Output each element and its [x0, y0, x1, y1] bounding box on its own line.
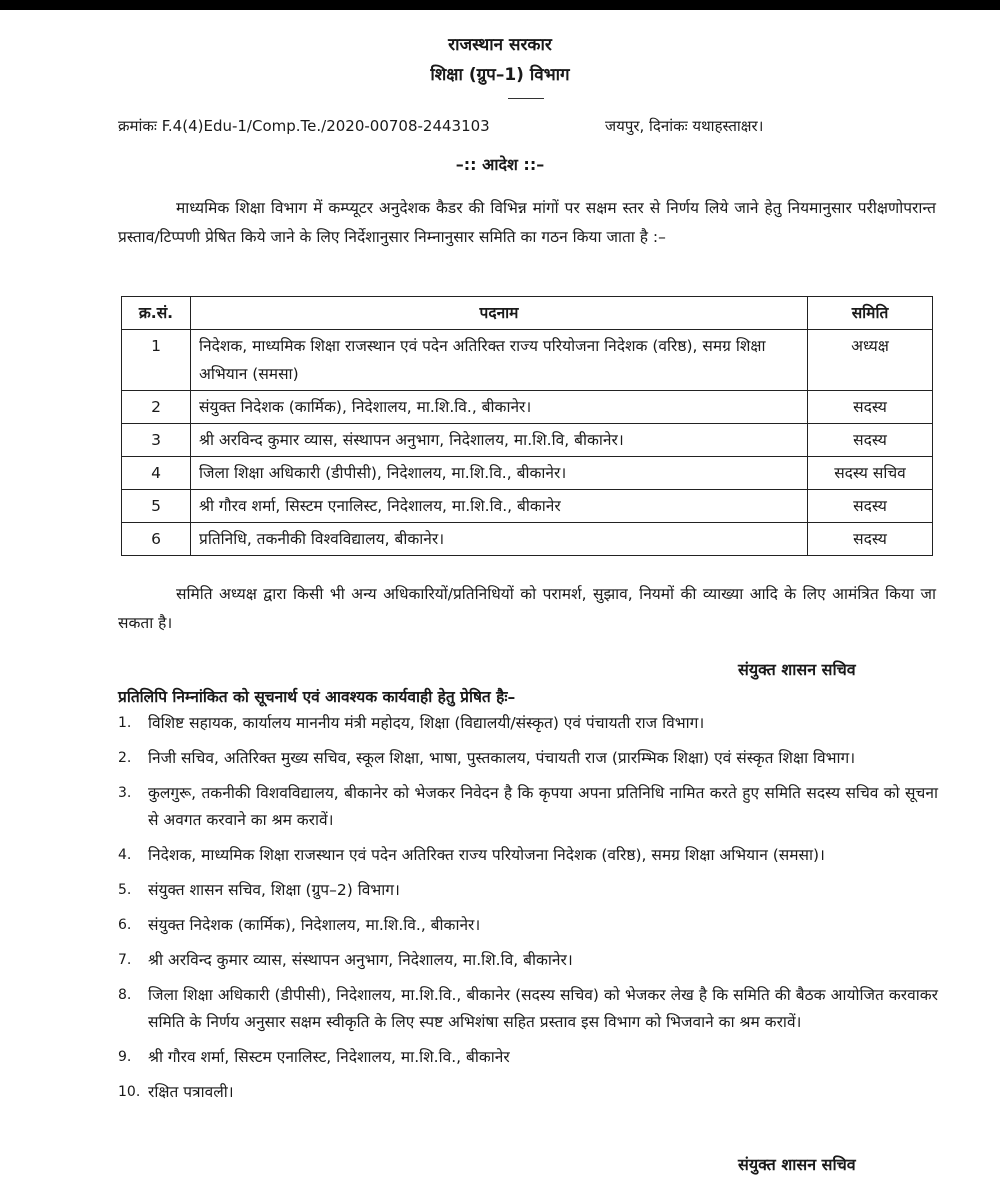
list-item [118, 982, 938, 1036]
table-header-row [122, 297, 933, 330]
signatory-title: संयुक्त शासन सचिव [738, 660, 856, 679]
list-item [118, 710, 938, 737]
list-number: 2. [118, 750, 132, 766]
row-serial: 4 [122, 457, 191, 490]
header-government: राजस्थान सरकार [448, 35, 552, 55]
list-text: निजी सचिव, अतिरिक्त मुख्य सचिव, स्कूल शिक्षा, भाषा, पुस्तकालय, पंचायती राज (प्रारम्भिक शिक्षा) एवं संस्कृत शिक्षा विभाग। [148, 749, 856, 767]
row-serial: 1 [122, 330, 191, 391]
list-text: संयुक्त निदेशक (कार्मिक), निदेशालय, मा.शि.वि., बीकानेर। [148, 916, 481, 934]
committee-table [121, 296, 933, 556]
header-department: शिक्षा (ग्रुप–1) विभाग [430, 65, 570, 85]
top-black-bar [0, 0, 1000, 10]
list-text: निदेशक, माध्यमिक शिक्षा राजस्थान एवं पदेन अतिरिक्त राज्य परियोजना निदेशक (वरिष्ठ), समग्र शिक्षा अभियान (समसा)। [148, 846, 825, 864]
list-text: रक्षित पत्रावली। [148, 1083, 234, 1101]
place-date: जयपुर, दिनांकः यथाहस्ताक्षर। [605, 117, 764, 135]
row-designation: प्रतिनिधि, तकनीकी विश्वविद्यालय, बीकानेर। [191, 523, 808, 556]
reference-number: क्रमांकः F.4(4)Edu-1/Comp.Te./2020-00708-2443103 [118, 117, 490, 135]
list-number: 3. [118, 785, 132, 801]
header-designation: पदनाम [191, 297, 808, 330]
list-item [118, 947, 938, 974]
list-number: 10. [118, 1084, 141, 1100]
list-text: जिला शिक्षा अधिकारी (डीपीसी), निदेशालय, मा.शि.वि., बीकानेर (सदस्य सचिव) को भेजकर लेख है कि समिति की बैठक आयोजित करवाकर समिति के निर्णय अनुसार सक्षम स्वीकृति के लिए स्पष्ट अभिशंषा सहित प्रस्ताव इस विभाग को भिजवाने का श्रम करावें। [148, 986, 938, 1031]
list-item [118, 1044, 938, 1071]
list-number: 1. [118, 715, 132, 731]
row-designation: श्री गौरव शर्मा, सिस्टम एनालिस्ट, निदेशालय, मा.शि.वि., बीकानेर [191, 490, 808, 523]
list-number: 5. [118, 882, 132, 898]
reference-line [118, 116, 938, 136]
list-number: 6. [118, 917, 132, 933]
list-item [118, 745, 938, 772]
row-role: सदस्य सचिव [808, 457, 933, 490]
row-serial: 5 [122, 490, 191, 523]
row-role: सदस्य [808, 424, 933, 457]
list-text: श्री गौरव शर्मा, सिस्टम एनालिस्ट, निदेशालय, मा.शि.वि., बीकानेर [148, 1048, 510, 1066]
header-committee-role: समिति [808, 297, 933, 330]
row-designation: निदेशक, माध्यमिक शिक्षा राजस्थान एवं पदेन अतिरिक्त राज्य परियोजना निदेशक (वरिष्ठ), समग्र शिक्षा अभियान (समसा) [191, 330, 808, 391]
list-number: 7. [118, 952, 132, 968]
list-number: 9. [118, 1049, 132, 1065]
row-role: अध्यक्ष [808, 330, 933, 391]
header-divider [508, 98, 544, 99]
row-serial: 3 [122, 424, 191, 457]
row-role: सदस्य [808, 391, 933, 424]
list-item [118, 780, 938, 834]
row-serial: 2 [122, 391, 191, 424]
list-number: 4. [118, 847, 132, 863]
row-role: सदस्य [808, 523, 933, 556]
table-row [122, 391, 933, 424]
header-serial: क्र.सं. [122, 297, 191, 330]
closing-paragraph: समिति अध्यक्ष द्वारा किसी भी अन्य अधिकारियों/प्रतिनिधियों को परामर्श, सुझाव, नियमों की व्याख्या आदि के लिए आमंत्रित किया जा सकता है। [118, 585, 936, 632]
list-text: कुलगुरू, तकनीकी विशवविद्यालय, बीकानेर को भेजकर निवेदन है कि कृपया अपना प्रतिनिधि नामित करते हुए समिति सदस्य सचिव को सूचना से अवगत करवाने का श्रम करावें। [148, 784, 938, 829]
list-item [118, 912, 938, 939]
row-designation: संयुक्त निदेशक (कार्मिक), निदेशालय, मा.शि.वि., बीकानेर। [191, 391, 808, 424]
table-row [122, 330, 933, 391]
row-role: सदस्य [808, 490, 933, 523]
list-text: श्री अरविन्द कुमार व्यास, संस्थापन अनुभाग, निदेशालय, मा.शि.वि, बीकानेर। [148, 951, 573, 969]
row-serial: 6 [122, 523, 191, 556]
table-row [122, 490, 933, 523]
table-row [122, 424, 933, 457]
copy-heading: प्रतिलिपि निम्नांकित को सूचनार्थ एवं आवश्यक कार्यवाही हेतु प्रेषित हैः– [118, 688, 516, 706]
list-text: विशिष्ट सहायक, कार्यालय माननीय मंत्री महोदय, शिक्षा (विद्यालयी/संस्कृत) एवं पंचायती राज विभाग। [148, 714, 705, 732]
table-row [122, 523, 933, 556]
order-title: –:: आदेश ::– [455, 155, 545, 174]
list-item [118, 877, 938, 904]
list-item [118, 842, 938, 869]
list-item [118, 1079, 938, 1106]
list-text: संयुक्त शासन सचिव, शिक्षा (ग्रुप–2) विभाग। [148, 881, 400, 899]
list-number: 8. [118, 987, 132, 1003]
intro-paragraph: माध्यमिक शिक्षा विभाग में कम्प्यूटर अनुदेशक कैडर की विभिन्न मांगों पर सक्षम स्तर से निर्णय लिये जाने हेतु नियमानुसार परीक्षणोपरान्त प्रस्ताव/टिप्पणी प्रेषित किये जाने के लिए निर्देशानुसार निम्नानुसार समिति का गठन किया जाता है :– [118, 199, 936, 246]
signatory-title-bottom: संयुक्त शासन सचिव [738, 1155, 856, 1174]
table-row [122, 457, 933, 490]
row-designation: श्री अरविन्द कुमार व्यास, संस्थापन अनुभाग, निदेशालय, मा.शि.वि, बीकानेर। [191, 424, 808, 457]
row-designation: जिला शिक्षा अधिकारी (डीपीसी), निदेशालय, मा.शि.वि., बीकानेर। [191, 457, 808, 490]
copy-list [118, 710, 938, 1114]
